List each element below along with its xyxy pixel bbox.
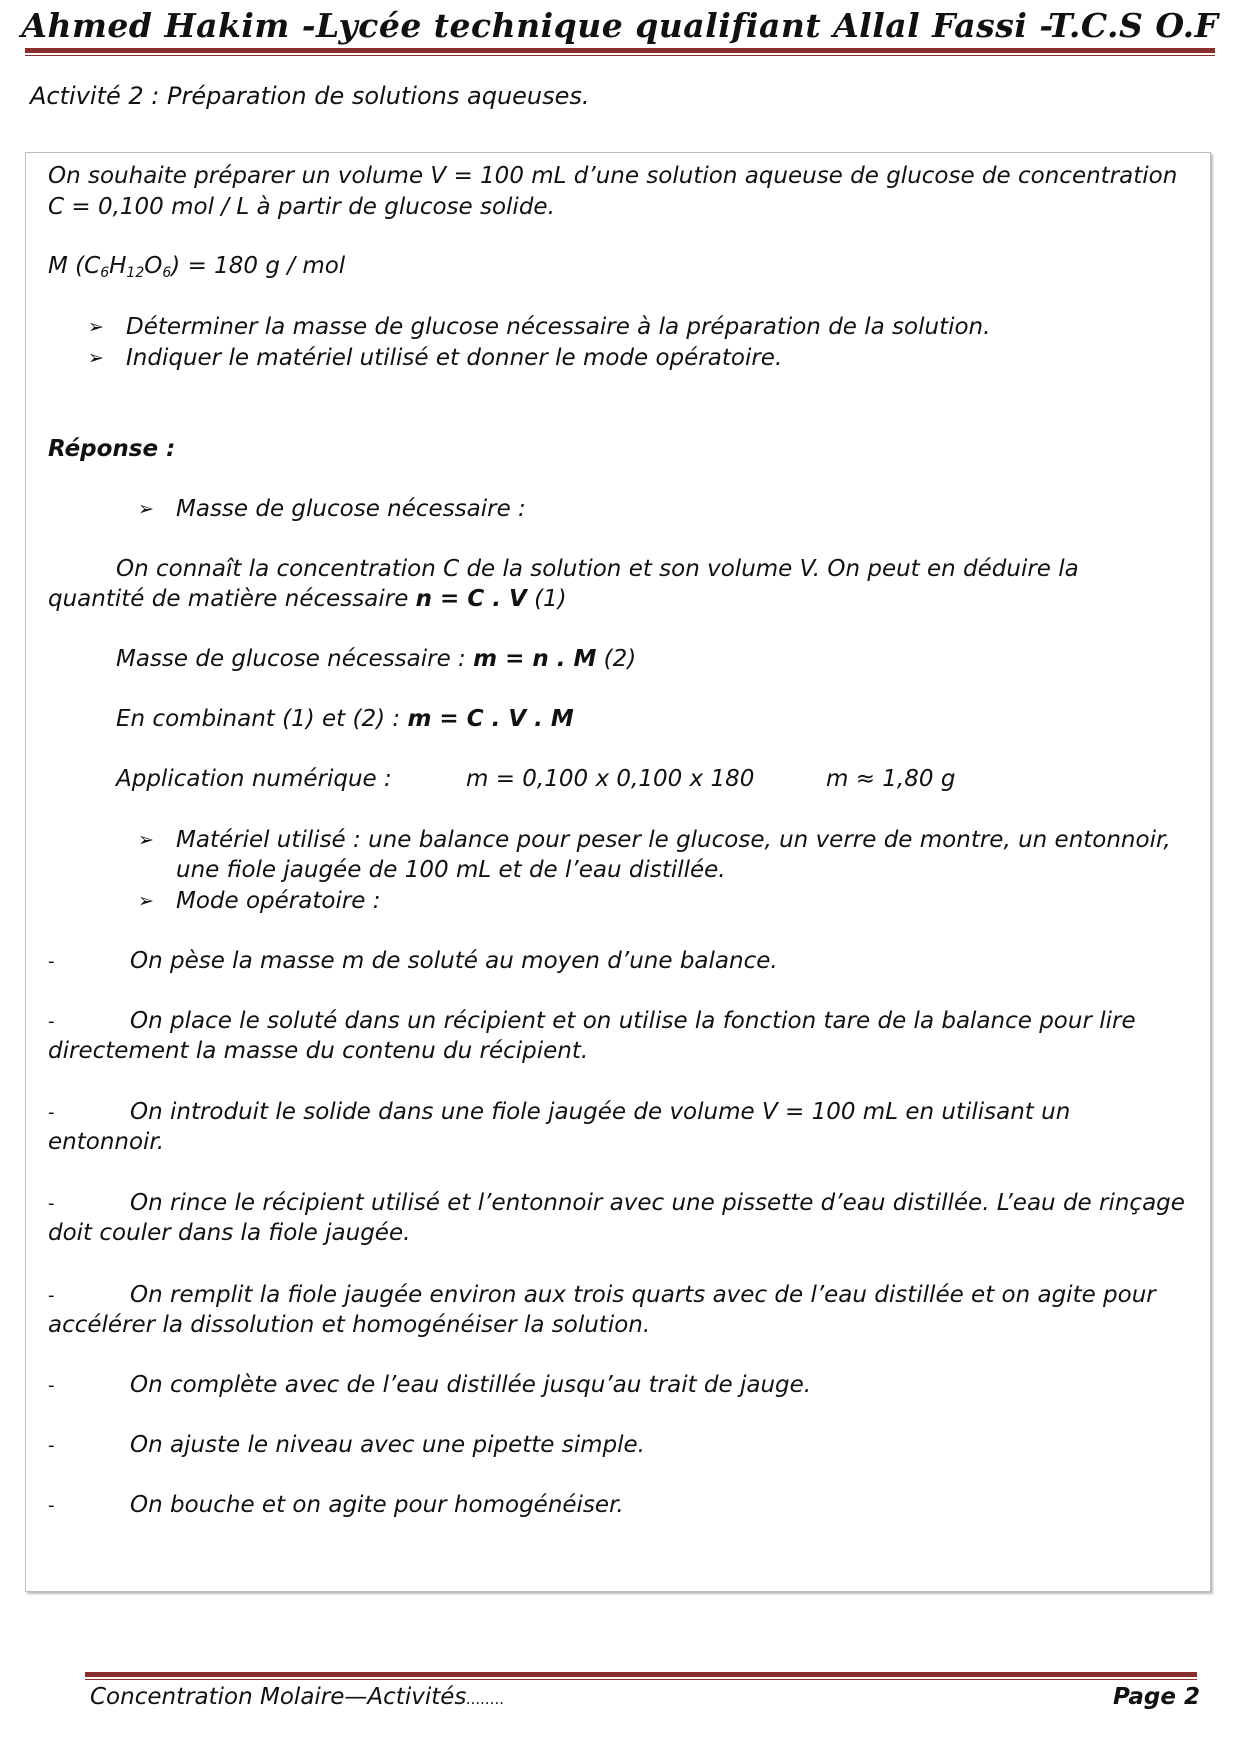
footer-rule-thick [85,1672,1197,1677]
step-4-line-2: doit couler dans la fiole jaugée. [48,1220,411,1246]
material-line-2: une fiole jaugée de 100 mL et de l’eau distillée. [176,857,726,883]
step-5-line-1: On remplit la fiole jaugée environ aux trois quarts avec de l’eau distillée et on agite pour [130,1282,1156,1308]
mode-heading: Mode opératoire : [176,888,381,914]
page-number: Page 2 [1113,1684,1200,1710]
step-6: On complète avec de l’eau distillée jusqu’au trait de jauge. [130,1372,812,1398]
statement-line-2: C = 0,100 mol / L à partir de glucose solide. [48,194,555,220]
step-2-line-1: On place le soluté dans un récipient et on utilise la fonction tare de la balance pour lire [130,1008,1136,1034]
bullet-arrow-icon: ➢ [138,890,154,912]
step-5-line-2: accélérer la dissolution et homogénéiser la solution. [48,1312,651,1338]
question-2: Indiquer le matériel utilisé et donner le mode opératoire. [126,345,783,371]
step-dash: - [48,1375,55,1396]
application-result: m ≈ 1,80 g [826,766,956,792]
bullet-arrow-icon: ➢ [88,347,104,369]
statement-line-1: On souhaite préparer un volume V = 100 mL d’une solution aqueuse de glucose de concentration [48,163,1178,189]
activity-title: Activité 2 : Préparation de solutions aqueuses. [30,82,590,110]
header-rule-thin [25,55,1215,56]
step-dash: - [48,1193,55,1214]
step-3-line-2: entonnoir. [48,1129,165,1155]
header-rule-thick [25,48,1215,53]
footer-course-label: Concentration Molaire—Activités........ [90,1684,505,1710]
step-8: On bouche et on agite pour homogénéiser. [130,1492,624,1518]
footer-rule-thin [85,1679,1197,1680]
bullet-arrow-icon: ➢ [138,498,154,520]
step-dash: - [48,1102,55,1123]
header-title: Ahmed Hakim -Lycée technique qualifiant Allal Fassi -T.C.S O.F [21,6,1219,45]
application-label: Application numérique : [116,766,392,792]
step-dash: - [48,1285,55,1306]
footer-dots: ........ [466,1690,505,1708]
step-dash: - [48,951,55,972]
molar-mass: M $(C_6H_{12}O_6) = 180$ g / mol [48,253,346,281]
mass-formula: Masse de glucose nécessaire : m = n . M (2) [116,646,637,672]
application-calc: m = 0,100 x 0,100 x 180 [466,766,755,792]
question-1: Déterminer la masse de glucose nécessaire à la préparation de la solution. [126,314,991,340]
step-1: On pèse la masse m de soluté au moyen d’une balance. [130,948,778,974]
answer-heading: Réponse : [48,436,176,462]
para1-line-1: On connaît la concentration C de la solution et son volume V. On peut en déduire la [116,556,1079,582]
step-3-line-1: On introduit le solide dans une fiole jaugée de volume V = 100 mL en utilisant un [130,1099,1071,1125]
step-2-line-2: directement la masse du contenu du récipient. [48,1038,589,1064]
mass-heading: Masse de glucose nécessaire : [176,496,526,522]
step-4-line-1: On rince le récipient utilisé et l’entonnoir avec une pissette d’eau distillée. L’eau de rinçage [130,1190,1185,1216]
material-line-1: Matériel utilisé : une balance pour peser le glucose, un verre de montre, un entonnoir, [176,827,1171,853]
content-box [25,152,1211,1592]
bullet-arrow-icon: ➢ [88,316,104,338]
combine-formula: En combinant (1) et (2) : m = C . V . M [116,706,574,732]
step-dash: - [48,1435,55,1456]
bullet-arrow-icon: ➢ [138,829,154,851]
step-dash: - [48,1011,55,1032]
para1-line-2: quantité de matière nécessaire n = C . V (1) [48,586,567,612]
step-7: On ajuste le niveau avec une pipette simple. [130,1432,645,1458]
step-dash: - [48,1495,55,1516]
